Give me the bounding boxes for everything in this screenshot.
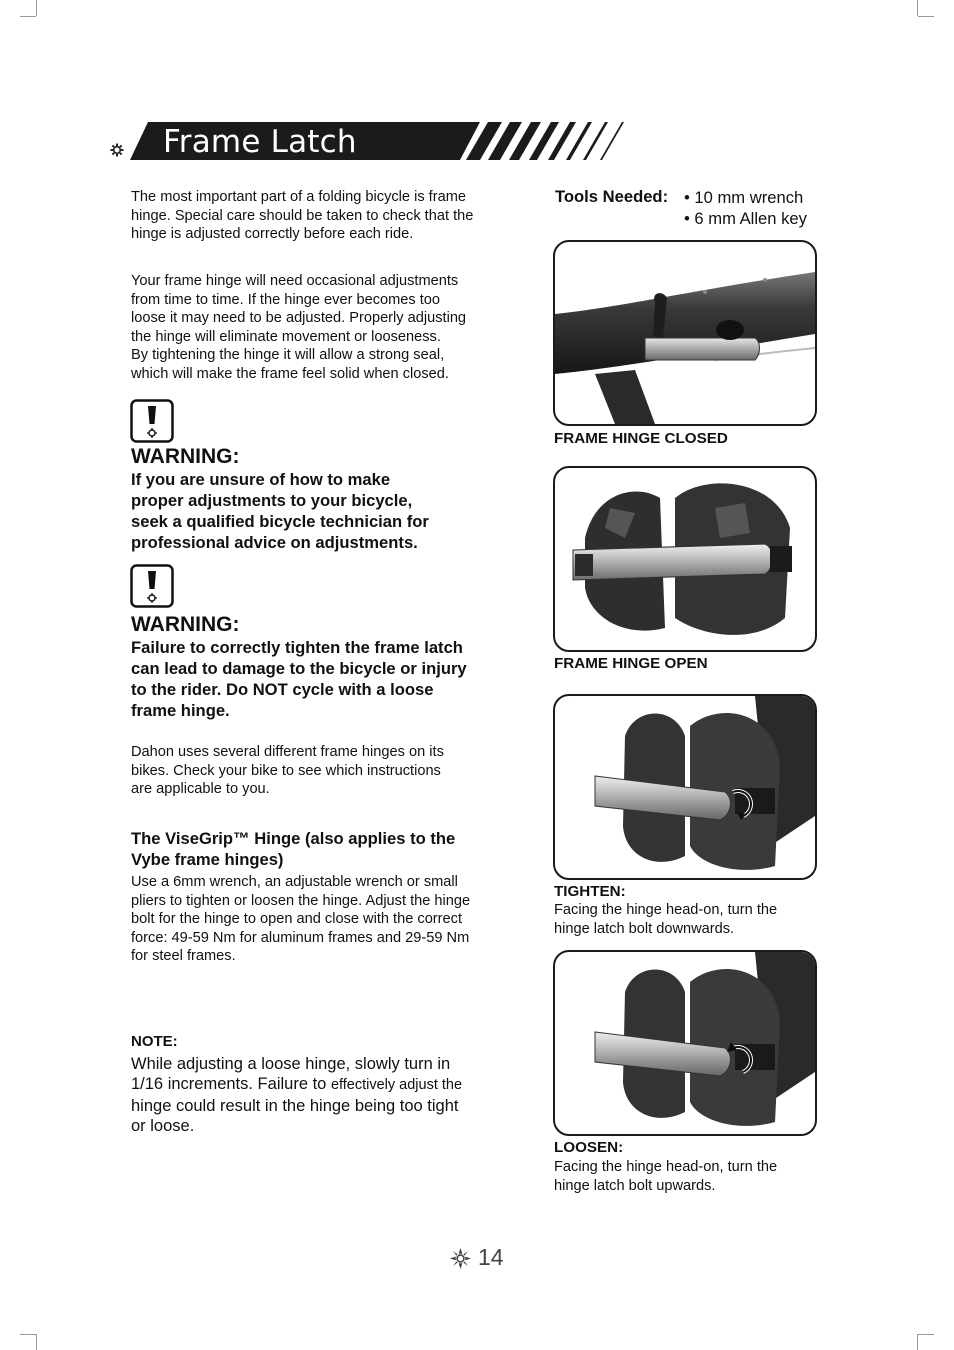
- text-line: hinge latch bolt downwards.: [554, 920, 735, 937]
- text-line: are applicable to you.: [131, 781, 270, 798]
- photo-caption-text: [554, 901, 777, 938]
- tools-list: [684, 187, 807, 229]
- warning-icon: [130, 399, 174, 443]
- photo-caption: FRAME HINGE OPEN: [554, 655, 708, 672]
- gear-icon: [449, 1247, 472, 1270]
- crop-mark: [918, 16, 934, 17]
- crop-mark: [918, 1334, 934, 1335]
- text-line: Failure to correctly tighten the frame latch: [131, 638, 463, 657]
- text-line: seek a qualified bicycle technician for: [131, 512, 429, 531]
- photo-caption: FRAME HINGE CLOSED: [554, 430, 728, 447]
- text-line: While adjusting a loose hinge, slowly turn in: [131, 1055, 451, 1073]
- frame-hinge-open-illustration: [555, 468, 815, 650]
- text-line: hinge latch bolt upwards.: [554, 1177, 716, 1194]
- text-line: frame hinge.: [131, 701, 230, 720]
- text-line: By tightening the hinge it will allow a strong seal,: [131, 347, 445, 364]
- text-line: for steel frames.: [131, 948, 236, 965]
- text-line: can lead to damage to the bicycle or injury: [131, 659, 467, 678]
- photo-caption-text: [554, 1158, 777, 1195]
- warning-text: [131, 637, 467, 721]
- text-line: Facing the hinge head-on, turn the: [554, 1159, 778, 1175]
- text-line: bikes. Check your bike to see which instructions: [131, 762, 441, 779]
- note-text: [131, 1054, 462, 1137]
- text-line: Dahon uses several different frame hinges on its: [131, 744, 444, 760]
- frame-hinge-closed-illustration: [555, 242, 815, 424]
- text-span: 1/16 increments. Failure to: [131, 1075, 331, 1094]
- page-title: Frame Latch: [163, 124, 357, 160]
- crop-mark: [20, 1334, 36, 1335]
- tool-item: • 6 mm Allen key: [684, 209, 807, 228]
- text-line: professional advice on adjustments.: [131, 533, 418, 552]
- text-line: to the rider. Do NOT cycle with a loose: [131, 680, 434, 699]
- tighten-photo: [553, 694, 817, 880]
- frame-hinge-open-photo: [553, 466, 817, 652]
- warning-heading: WARNING:: [131, 613, 240, 636]
- text-line: [131, 1074, 462, 1095]
- text-line: bolt for the hinge to open and close with the correct: [131, 911, 462, 928]
- text-line: from time to time. If the hinge ever becomes too: [131, 291, 441, 308]
- intro-paragraph-2: [131, 272, 466, 384]
- warning-text: [131, 469, 429, 553]
- gear-icon: [110, 143, 124, 157]
- tool-item: • 10 mm wrench: [684, 188, 804, 207]
- text-line: proper adjustments to your bicycle,: [131, 491, 413, 510]
- text-line: hinge. Special care should be taken to check that the: [131, 207, 474, 224]
- photo-caption: TIGHTEN:: [554, 883, 626, 900]
- text-line: Vybe frame hinges): [131, 850, 284, 869]
- intro-paragraph-1: [131, 188, 473, 244]
- crop-mark: [20, 16, 36, 17]
- text-line: Use a 6mm wrench, an adjustable wrench or small: [131, 874, 458, 890]
- crop-mark: [36, 0, 37, 16]
- loosen-illustration: [555, 952, 815, 1134]
- text-line: the hinge will eliminate movement or looseness.: [131, 328, 441, 345]
- crop-mark: [917, 0, 918, 16]
- page-number: 14: [478, 1244, 504, 1270]
- text-line: loose it may need to be adjusted. Properly adjusting: [131, 310, 467, 327]
- text-span: effectively adjust the: [330, 1077, 463, 1094]
- note-heading: NOTE:: [131, 1033, 178, 1050]
- warning-heading: WARNING:: [131, 445, 240, 468]
- text-line: or loose.: [131, 1117, 195, 1136]
- loosen-photo: [553, 950, 817, 1136]
- tools-needed-label: Tools Needed:: [555, 187, 669, 206]
- warning-icon: [130, 564, 174, 608]
- photo-caption: LOOSEN:: [554, 1139, 624, 1156]
- hinges-note-paragraph: [131, 743, 444, 799]
- visegrip-paragraph: [131, 873, 470, 966]
- text-line: The most important part of a folding bicycle is frame: [131, 189, 466, 205]
- frame-hinge-closed-photo: [553, 240, 817, 426]
- visegrip-heading: [131, 828, 455, 870]
- text-line: The ViseGrip™ Hinge (also applies to the: [131, 829, 456, 848]
- crop-mark: [36, 1334, 37, 1350]
- text-line: which will make the frame feel solid when closed.: [131, 365, 449, 382]
- text-line: force: 49-59 Nm for aluminum frames and 29-59 Nm: [131, 929, 470, 946]
- crop-mark: [917, 1334, 918, 1350]
- tighten-illustration: [555, 696, 815, 878]
- text-line: hinge is adjusted correctly before each ride.: [131, 226, 414, 243]
- text-line: If you are unsure of how to make: [131, 470, 391, 489]
- text-line: hinge could result in the hinge being too tight: [131, 1096, 459, 1115]
- text-line: Your frame hinge will need occasional adjustments: [131, 273, 459, 289]
- text-line: Facing the hinge head-on, turn the: [554, 902, 778, 918]
- text-line: pliers to tighten or loosen the hinge. Adjust the hinge: [131, 892, 471, 909]
